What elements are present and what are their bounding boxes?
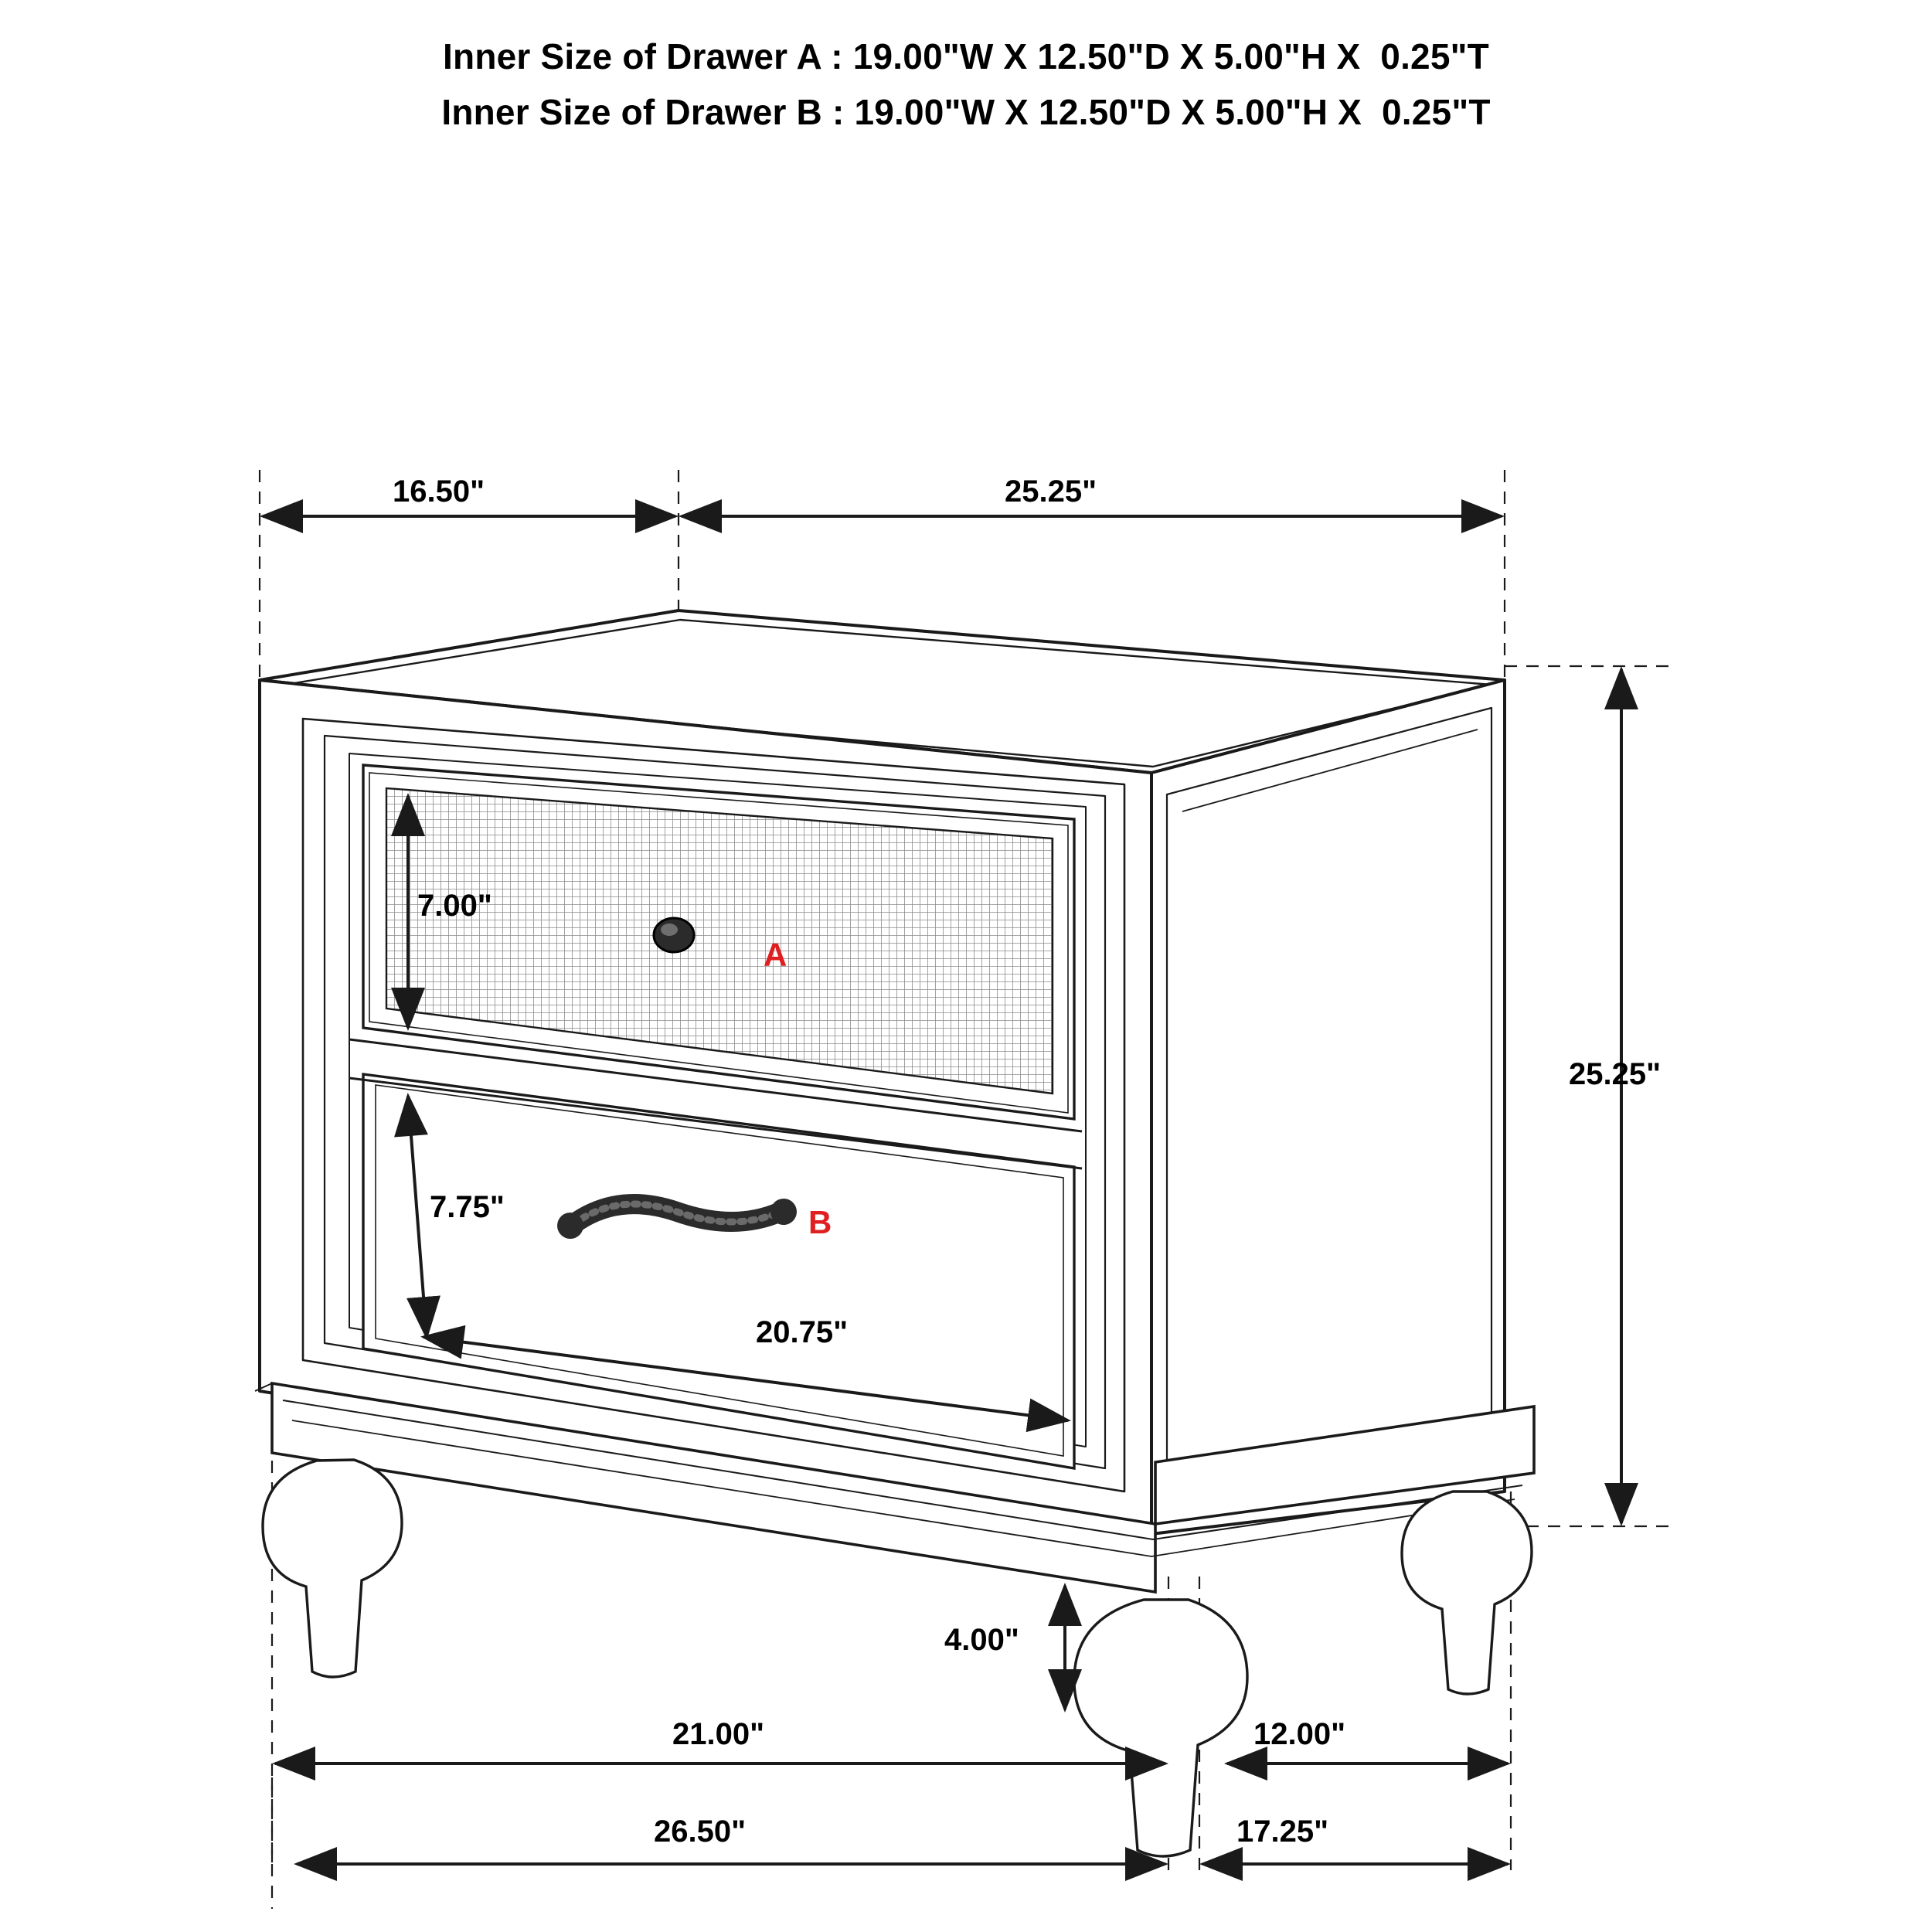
dim-label-side-outer-depth: 17.25" [1236,1815,1329,1849]
dim-label-top-left: 16.50" [393,474,485,509]
drawer-b-inner-size-text: Inner Size of Drawer B : 19.00"W X 12.50"D X 5.00"H X 0.25"T [441,92,1491,132]
dim-label-side-inner-depth: 12.00" [1253,1717,1346,1751]
dim-label-foot-height: 4.00" [944,1623,1019,1657]
dim-label-drawer-a-height: 7.00" [417,889,492,923]
drawer-a-inner-size-text: Inner Size of Drawer A : 19.00"W X 12.50"D X 5.00"H X 0.25"T [443,36,1489,77]
dim-label-top-right: 25.25" [1005,474,1097,509]
dim-label-drawer-width: 20.75" [756,1315,849,1349]
drawer-b-letter-label: B [808,1204,832,1240]
dim-label-overall-height: 25.25" [1569,1057,1662,1091]
dim-label-front-outer-width: 26.50" [654,1815,747,1849]
dim-label-front-inner-width: 21.00" [672,1717,765,1751]
drawer-a-letter-label: A [764,937,787,973]
dim-label-drawer-b-height: 7.75" [430,1190,505,1224]
drawer-a-knob [654,918,694,952]
